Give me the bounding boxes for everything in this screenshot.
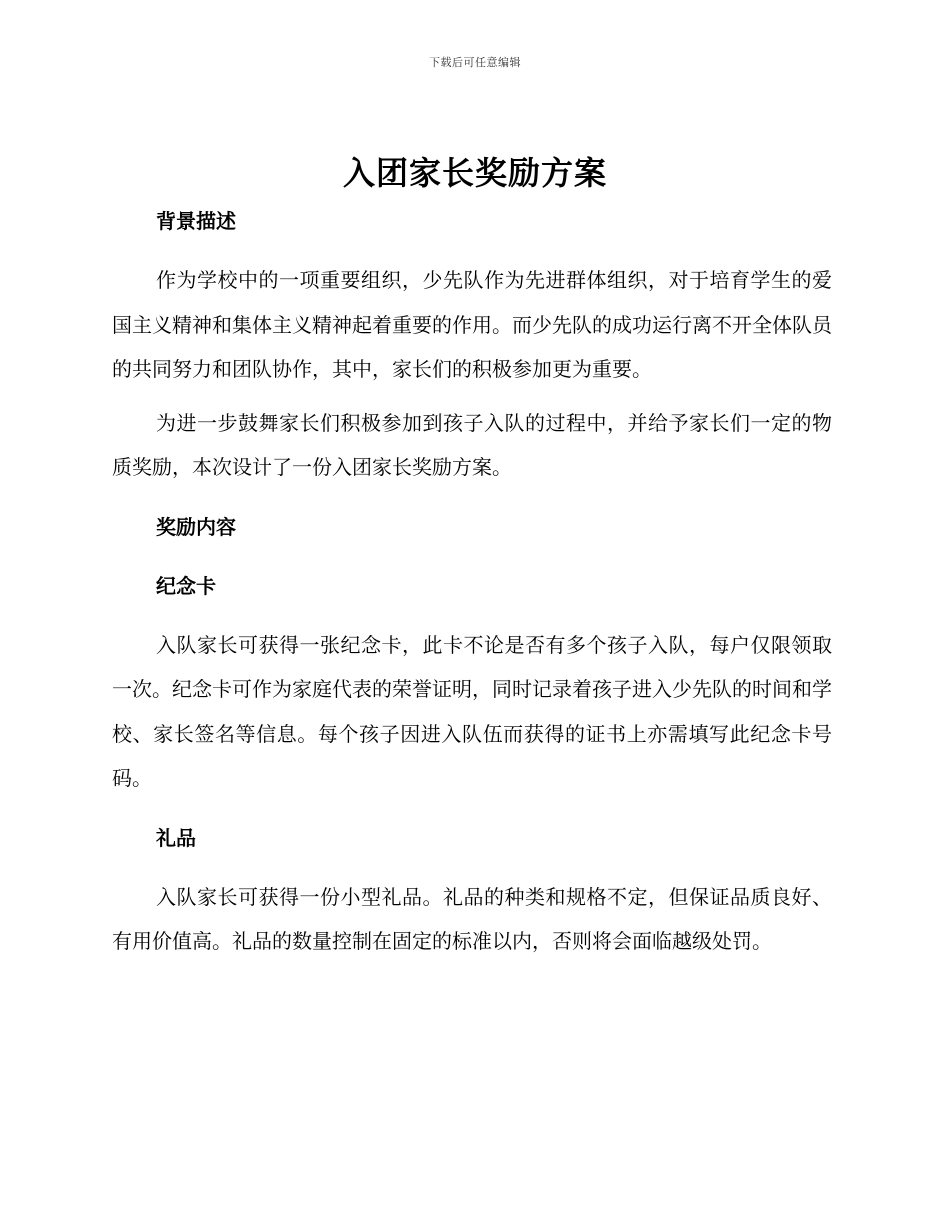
section-heading-background: 背景描述 xyxy=(156,209,236,233)
section-heading-card: 纪念卡 xyxy=(156,573,216,598)
document-body xyxy=(112,204,832,964)
header-note: 下载后可任意编辑 xyxy=(429,56,521,69)
paragraph-gift: 入队家长可获得一份小型礼品。礼品的种类和规格不定，但保证品质良好、有用价值高。礼品的数量控制在固定的标准以内，否则将会面临越级处罚。 xyxy=(112,884,832,953)
section-heading-reward: 奖励内容 xyxy=(156,514,236,539)
paragraph-card: 入队家长可获得一张纪念卡，此卡不论是否有多个孩子入队，每户仅限领取一次。纪念卡可作为家庭代表的荣誉证明，同时记录着孩子进入少先队的时间和学校、家长签名等信息。每个孩子因进入队伍而获得的证书上亦需填写此纪念卡号码。 xyxy=(112,632,832,790)
section-heading-gift: 礼品 xyxy=(156,825,196,850)
paragraph-background-2: 为进一步鼓舞家长们积极参加到孩子入队的过程中，并给予家长们一定的物质奖励，本次设计了一份入团家长奖励方案。 xyxy=(112,410,832,479)
paragraph-background-1: 作为学校中的一项重要组织，少先队作为先进群体组织，对于培育学生的爱国主义精神和集体主义精神起着重要的作用。而少先队的成功运行离不开全体队员的共同努力和团队协作，其中，家长们的积极参加更为重要。 xyxy=(112,268,832,381)
document-title: 入团家长奖励方案 xyxy=(342,154,607,192)
